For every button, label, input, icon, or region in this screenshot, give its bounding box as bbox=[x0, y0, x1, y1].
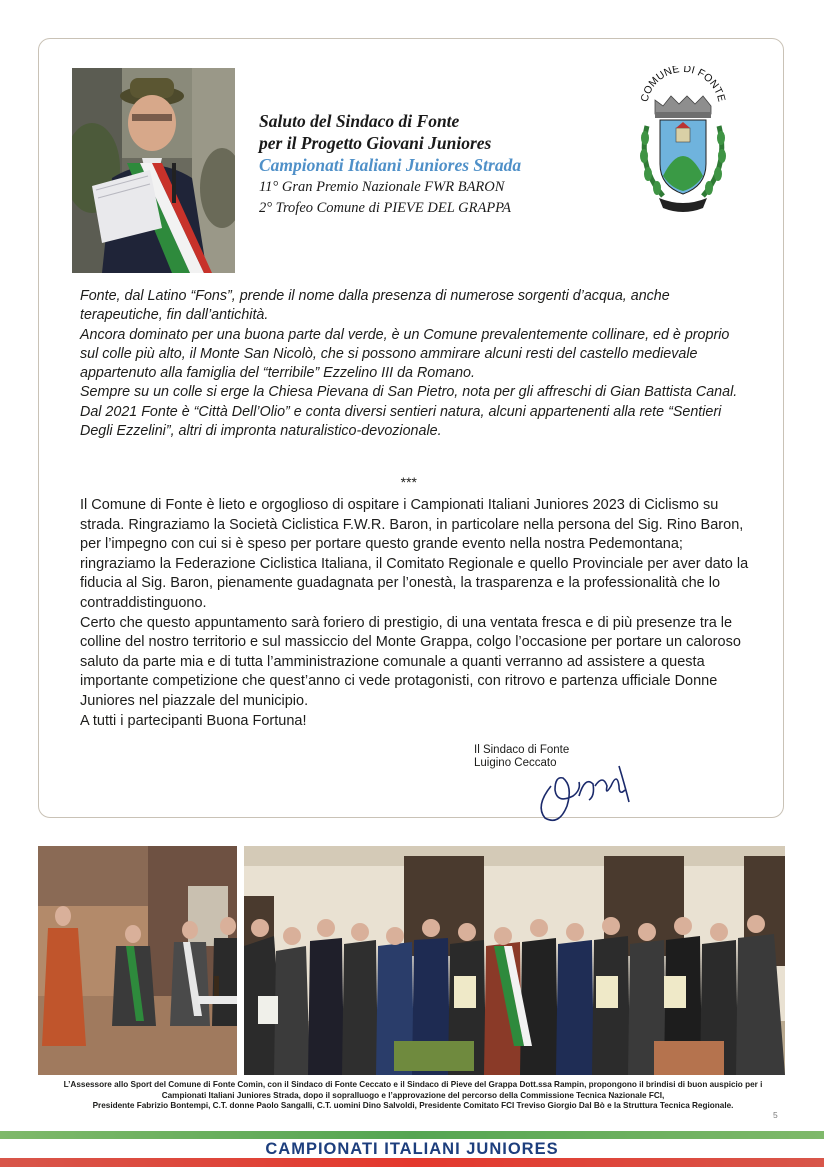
section-separator: *** bbox=[400, 474, 417, 490]
caption-line-1: L’Assessore allo Sport del Comune di Fonte Comin, con il Sindaco di Fonte Ceccato e il Sindaco di Pieve del Grappa Dott.ssa Rampin, propongono il brindisi di buon auspicio per i Campionati Italiani Juniores Strada, dopo il sopralluogo e l’approvazione del percorso della Commissione Tecnica Nazionale FCI, bbox=[63, 1080, 763, 1100]
crest-text: COMUNE DI FONTE bbox=[638, 66, 728, 104]
subtitle-line-2: 2° Trofeo Comune di PIEVE DEL GRAPPA bbox=[259, 200, 512, 216]
signoff-name: Luigino Ceccato bbox=[474, 757, 557, 769]
page-number: 5 bbox=[773, 1110, 778, 1120]
body-text bbox=[80, 496, 752, 731]
body-paragraph-1: Il Comune di Fonte è lieto e orgoglioso di ospitare i Campionati Italiani Juniores 2023 di Ciclismo su strada. Ringraziamo la Società Ciclistica F.W.R. Baron, in particolare nella persona del Sig. Rino Baron, per l’impegno con cui si è speso per portare questo grande evento nella nostra Pedemontana; ringraziamo la Federazione Ciclistica Italiana, il Comitato Regionale e quello Provinciale per aver dato la fiducia al Sig. Baron, pienamente guadagnata per l’onestà, la trasparenza e la professionalità che lo contraddistinguono. bbox=[80, 497, 749, 611]
body-paragraph-3: A tutti i partecipanti Buona Fortuna! bbox=[80, 712, 307, 729]
title-line-3: Campionati Italiani Juniores Strada bbox=[259, 155, 522, 175]
intro-paragraph-1: Fonte, dal Latino “Fons”, prende il nome dalla presenza di numerose sorgenti d’acqua, anche terapeutiche, fin dall’antichità. bbox=[80, 288, 670, 324]
caption-line-2: Presidente Fabrizio Bontempi, C.T. donne Paolo Sangalli, C.T. uomini Dino Salvoldi, Presidente Comitato FCI Treviso Giorgio Dal Bò e la Struttura Tecnica Regionale. bbox=[92, 1101, 734, 1110]
comune-di-fonte-crest bbox=[633, 66, 733, 219]
intro-paragraph-2: Ancora dominato per una buona parte dal verde, è un Comune prevalentemente collinare, ed è proprio sul colle più alto, il Monte San Nicolò, che si possono ammirare alcuni resti del castello medievale appartenuto alla famiglia del “terribile” Ezzelino III da Romano. bbox=[80, 326, 730, 382]
body-paragraph-2: Certo che questo appuntamento sarà foriero di prestigio, di una ventata fresca e di più presenze tra le colline del nostro territorio e sul massiccio del Monte Grappa, colgo l’occasione per portare un caloroso saluto da parte mia e di tutta l’amministrazione comunale a quanti verranno ad assistere a questa importante competizione che quest’anno ci vede protagonisti, con ritrovo e partenza ufficiale Donne Juniores nel piazzale del municipio. bbox=[80, 614, 741, 709]
intro-text bbox=[80, 287, 750, 441]
red-band bbox=[0, 1158, 824, 1167]
handwritten-signature bbox=[533, 756, 643, 826]
intro-paragraph-4: Dal 2021 Fonte è “Città Dell’Olio” e conta diversi sentieri natura, alcuni appartenenti alla rete “Sentieri Degli Ezzelini”, altri di impronta naturalistico-devozionale. bbox=[80, 403, 722, 440]
title-line-1: Saluto del Sindaco di Fonte bbox=[259, 111, 460, 131]
photo-caption bbox=[44, 1080, 782, 1112]
intro-paragraph-3: Sempre su un colle si erge la Chiesa Pievana di San Pietro, nota per gli affreschi di Gian Battista Canal. bbox=[80, 384, 738, 401]
svg-text:COMUNE DI FONTE bbox=[639, 66, 728, 103]
title-line-2: per il Progetto Giovani Juniores bbox=[259, 133, 492, 153]
footer-title: CAMPIONATI ITALIANI JUNIORES bbox=[265, 1140, 559, 1158]
subtitle-line-1: 11° Gran Premio Nazionale FWR BARON bbox=[259, 179, 505, 195]
toast-photo bbox=[38, 846, 237, 1075]
green-band bbox=[0, 1131, 824, 1139]
group-photo bbox=[244, 846, 785, 1075]
signoff-role: Il Sindaco di Fonte bbox=[474, 744, 570, 756]
header-text-block bbox=[259, 110, 619, 218]
mayor-photo bbox=[72, 68, 235, 273]
